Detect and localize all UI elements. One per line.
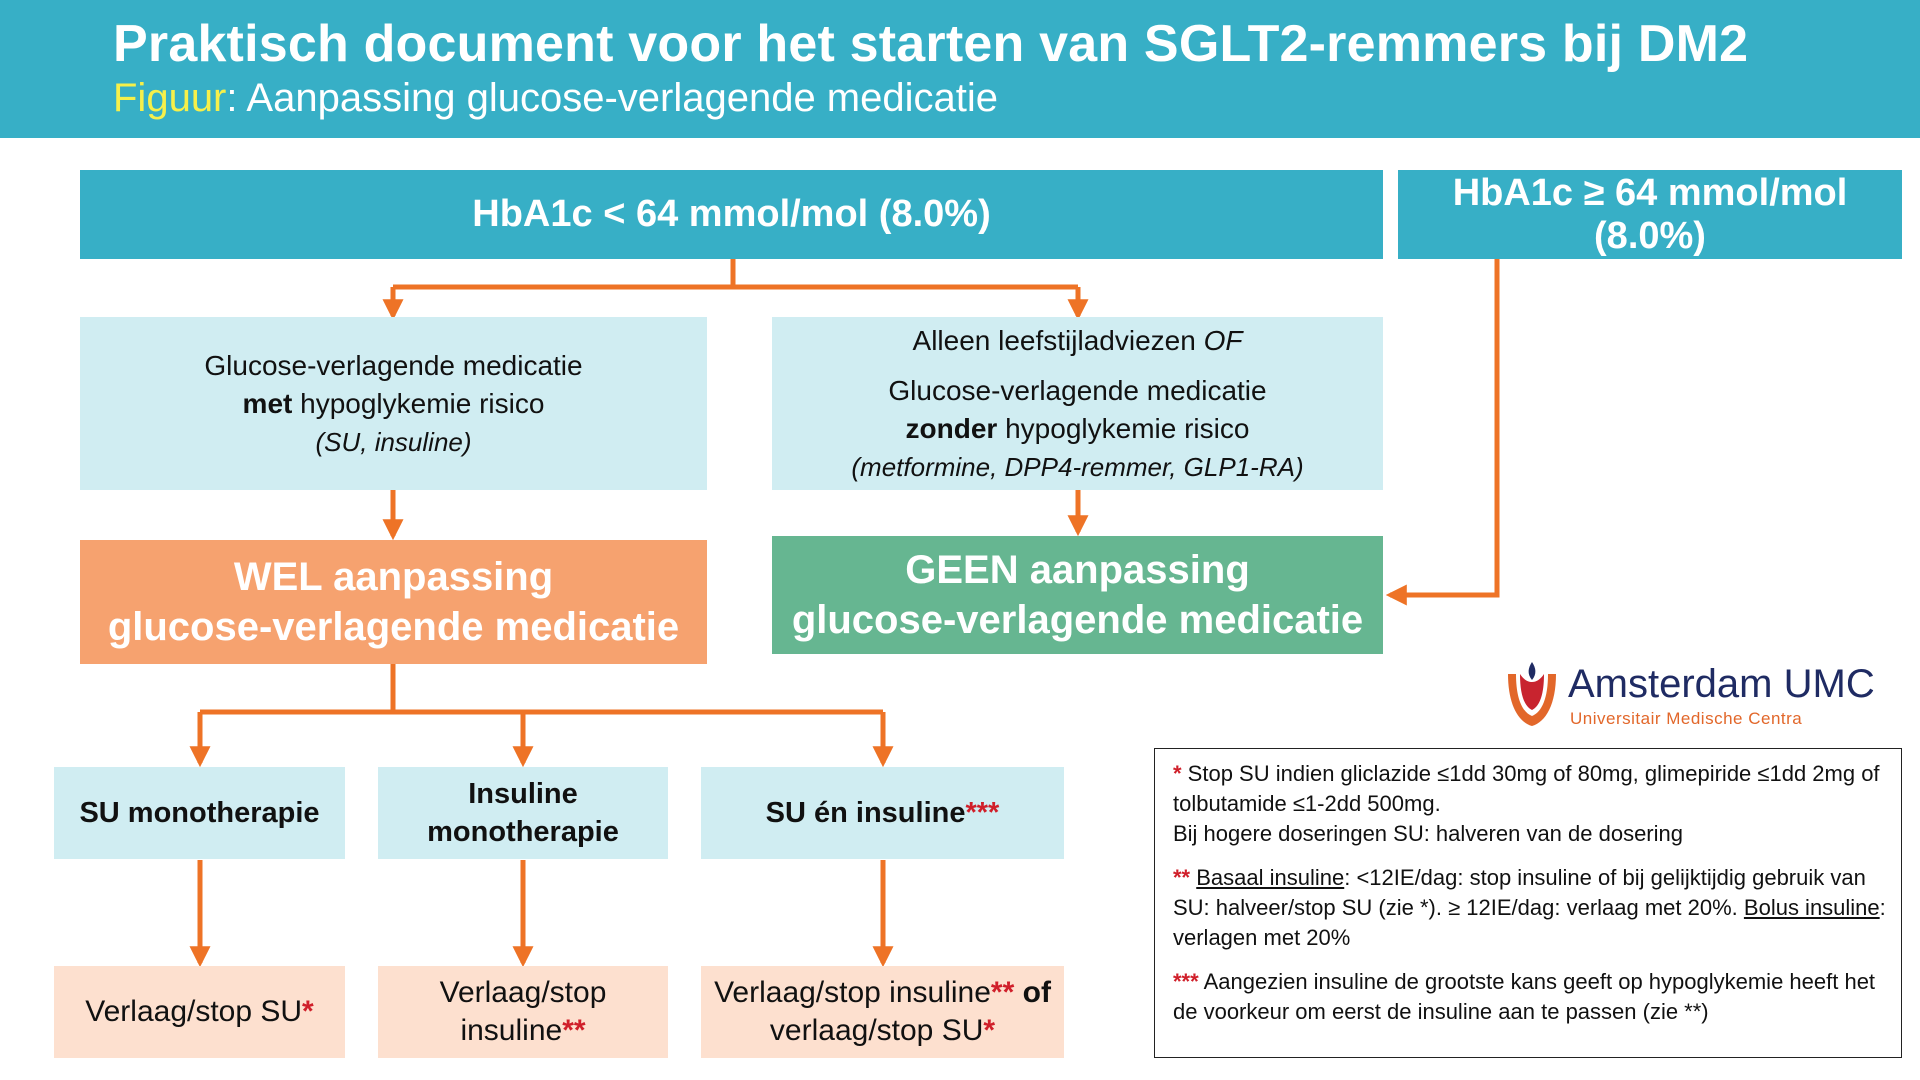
- arrow-high-to-geen: [1390, 259, 1497, 595]
- ins-mono-line1: Insuline: [468, 778, 578, 810]
- box-su-en-insuline: [701, 767, 1064, 859]
- action-1-mark: *: [302, 995, 314, 1028]
- footnote-3: [1173, 967, 1887, 1027]
- box-without-hypo-risk: [772, 317, 1383, 490]
- logo-subtitle: Universitair Medische Centra: [1570, 709, 1803, 728]
- action-3-line2: [770, 1012, 995, 1050]
- tulip-logo-icon: [1502, 660, 1562, 730]
- footnote-1-text: Stop SU indien gliclazide ≤1dd 30mg of 80mg, glimepiride ≤1dd 2mg of tolbutamide ≤1-2dd 500mg.: [1173, 761, 1880, 816]
- subtitle-text: : Aanpassing glucose-verlagende medicatie: [226, 76, 998, 120]
- footnote-1-mark: *: [1173, 761, 1182, 786]
- with-risk-rest: hypoglykemie risico: [292, 387, 545, 419]
- footnote-2-text2: : verlagen met 20%: [1173, 895, 1886, 950]
- geen-line2: glucose-verlagende medicatie: [791, 598, 1364, 642]
- hba1c-low-label: HbA1c < 64 mmol/mol (8.0%): [472, 193, 991, 235]
- box-su-monotherapie: [54, 767, 345, 859]
- footnote-2-text1: : <12IE/dag: stop insuline of bij gelijktijdig gebruik van SU: halveer/stop SU (zie *). ≥ 12IE/dag: verlaag met 20%.: [1173, 865, 1866, 920]
- box-action-su: [54, 966, 345, 1058]
- su-ins-mark: ***: [965, 797, 1000, 829]
- footnote-2-mark: **: [1173, 865, 1191, 890]
- box-hba1c-high: [1398, 170, 1902, 259]
- hba1c-high-label: HbA1c ≥ 64 mmol/mol (8.0%): [1452, 171, 1848, 257]
- su-mono-label: SU monotherapie: [79, 797, 320, 829]
- without-risk-line1: Glucose-verlagende medicatie: [888, 374, 1267, 406]
- action-2-mark: **: [562, 1014, 586, 1047]
- without-risk-rest: hypoglykemie risico: [997, 412, 1250, 444]
- action-2-line2: [460, 1012, 585, 1050]
- action-3-text2: verlaag/stop SU: [769, 1014, 984, 1047]
- without-risk-lifestyle: Alleen leefstijladviezen: [912, 324, 1204, 356]
- subtitle-prefix: Figuur: [113, 76, 227, 120]
- action-2-line1: Verlaag/stop: [439, 976, 607, 1009]
- action-3-mark1: **: [990, 976, 1015, 1009]
- without-risk-line2: [906, 410, 1250, 448]
- su-ins-label: [766, 794, 1000, 832]
- wel-line2: glucose-verlagende medicatie: [107, 605, 680, 649]
- amsterdam-umc-logo: [1500, 656, 1890, 736]
- geen-line1: GEEN aanpassing: [905, 548, 1250, 592]
- box-action-both: [701, 966, 1064, 1058]
- footnote-1: [1173, 759, 1887, 849]
- footnotes-box: [1154, 748, 1902, 1058]
- footnote-2: [1173, 863, 1887, 953]
- action-3-text1: Verlaag/stop insuline: [714, 976, 991, 1009]
- with-risk-line1: Glucose-verlagende medicatie: [204, 349, 583, 381]
- footnote-2-bolus: Bolus insuline: [1743, 895, 1880, 920]
- with-risk-line2: [243, 385, 545, 423]
- action-2-text: insuline: [460, 1014, 563, 1047]
- action-1-label: [85, 993, 313, 1031]
- box-wel-aanpassing: [80, 540, 707, 664]
- action-3-line1: [714, 974, 1051, 1012]
- wel-line1: WEL aanpassing: [233, 555, 554, 599]
- without-risk-line0: [913, 322, 1243, 360]
- action-3-mark2: *: [983, 1014, 996, 1047]
- box-geen-aanpassing: [772, 536, 1383, 654]
- box-with-hypo-risk: [80, 317, 707, 490]
- footnote-3-text: Aangezien insuline de grootste kans geeft op hypoglykemie heeft het de voorkeur om eerst de insuline aan te passen (zie **): [1173, 969, 1876, 1024]
- footnote-3-mark: ***: [1173, 969, 1199, 994]
- with-risk-bold: met: [242, 387, 293, 419]
- box-hba1c-low: [80, 170, 1383, 259]
- ins-mono-line2: monotherapie: [427, 816, 619, 848]
- footnote-1-text2: Bij hogere doseringen SU: halveren van de dosering: [1173, 821, 1683, 846]
- logo-name: Amsterdam UMC: [1568, 662, 1875, 706]
- su-ins-text: SU én insuline: [765, 797, 966, 829]
- without-risk-examples: (metformine, DPP4-remmer, GLP1-RA): [851, 451, 1304, 482]
- action-3-of: of: [1014, 976, 1051, 1009]
- without-risk-or: OF: [1203, 324, 1243, 356]
- with-risk-examples: (SU, insuline): [315, 426, 472, 457]
- action-1-text: Verlaag/stop SU: [85, 995, 303, 1028]
- without-risk-bold: zonder: [905, 412, 998, 444]
- box-action-insuline: [378, 966, 668, 1058]
- footnote-2-basaal: Basaal insuline: [1196, 865, 1345, 890]
- box-insuline-monotherapie: [378, 767, 668, 859]
- page-title: Praktisch document voor het starten van SGLT2-remmers bij DM2: [113, 15, 1749, 73]
